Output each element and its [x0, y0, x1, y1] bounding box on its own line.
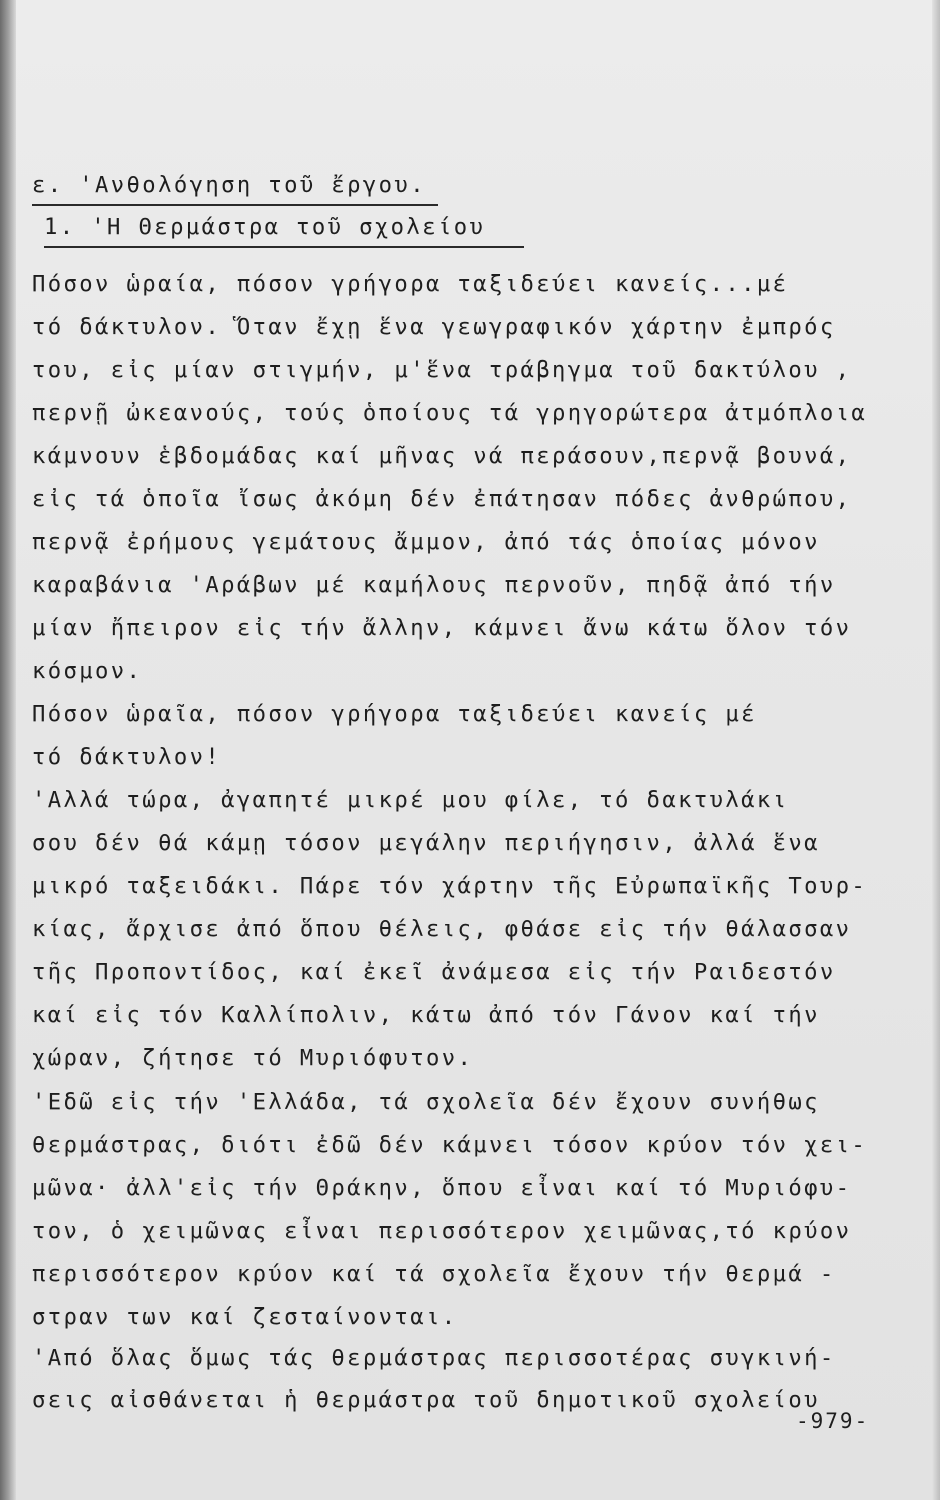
subsection-heading: 1. 'Η Θερμάστρα τοῦ σχολείου: [44, 210, 524, 248]
text-line: 'Εδῶ εἰς τήν 'Ελλάδα, τά σχολεῖα δέν ἔχουν συνήθως: [32, 1089, 820, 1115]
text-line: στραν των καί ζεσταίνονται.: [32, 1304, 458, 1330]
text-line: κάμνουν ἑβδομάδας καί μῆνας νά περάσουν,περνᾷ βουνά,: [32, 443, 852, 469]
page-binding-edge: [0, 0, 16, 1500]
section-heading: ε. 'Ανθολόγηση τοῦ ἔργου.: [32, 168, 438, 206]
text-line: μικρό ταξειδάκι. Πάρε τόν χάρτην τῆς Εὐρωπαϊκῆς Τουρ-: [32, 873, 868, 899]
text-line: του, εἰς μίαν στιγμήν, μ'ἕνα τράβηγμα τοῦ δακτύλου ,: [32, 357, 852, 383]
text-line: εἰς τά ὁποῖα ἴσως ἀκόμη δέν ἐπάτησαν πόδες ἀνθρώπου,: [32, 486, 852, 512]
text-line: καί εἰς τόν Καλλίπολιν, κάτω ἀπό τόν Γάνον καί τήν: [32, 1002, 820, 1028]
text-line: κόσμον.: [32, 658, 143, 684]
text-line: καραβάνια 'Αράβων μέ καμήλους περνοῦν, πηδᾷ ἀπό τήν: [32, 572, 836, 598]
text-line: μίαν ἤπειρον εἰς τήν ἄλλην, κάμνει ἄνω κάτω ὅλον τόν: [32, 615, 852, 641]
text-line: τον, ὁ χειμῶνας εἶναι περισσότερον χειμῶνας,τό κρύον: [32, 1218, 852, 1244]
text-line: κίας, ἄρχισε ἀπό ὅπου θέλεις, φθάσε εἰς τήν θάλασσαν: [32, 916, 852, 942]
page-number: -979-: [796, 1409, 870, 1433]
text-line: περνᾷ ἐρήμους γεμάτους ἄμμον, ἀπό τάς ὁποίας μόνον: [32, 529, 820, 555]
text-line: περισσότερον κρύον καί τά σχολεῖα ἔχουν τήν θερμά -: [32, 1261, 836, 1287]
page-right-edge: [932, 0, 940, 1500]
text-line: σεις αἰσθάνεται ἡ θερμάστρα τοῦ δημοτικοῦ σχολείου: [32, 1387, 820, 1413]
text-line: χώραν, ζήτησε τό Μυριόφυτον.: [32, 1045, 474, 1071]
text-line: 'Από ὅλας ὅμως τάς θερμάστρας περισσοτέρας συγκινή-: [32, 1345, 836, 1371]
text-line: Πόσον ὡραῖα, πόσον γρήγορα ταξιδεύει κανείς μέ: [32, 701, 757, 727]
text-line: μῶνα· ἀλλ'εἰς τήν Θράκην, ὅπου εἶναι καί τό Μυριόφυ-: [32, 1175, 852, 1201]
text-line: Πόσον ὡραία, πόσον γρήγορα ταξιδεύει κανείς...μέ: [32, 271, 789, 297]
text-line: περνῇ ὠκεανούς, τούς ὁποίους τά γρηγορώτερα ἀτμόπλοια: [32, 400, 868, 426]
text-line: τό δάκτυλον!: [32, 744, 222, 770]
text-line: 'Αλλά τώρα, ἀγαπητέ μικρέ μου φίλε, τό δακτυλάκι: [32, 787, 789, 813]
text-line: τό δάκτυλον. Ὅταν ἔχῃ ἕνα γεωγραφικόν χάρτην ἐμπρός: [32, 314, 836, 340]
text-line: τῆς Προποντίδος, καί ἐκεῖ ἀνάμεσα εἰς τήν Ραιδεστόν: [32, 959, 836, 985]
text-line: σου δέν θά κάμῃ τόσον μεγάλην περιήγησιν, ἀλλά ἕνα: [32, 830, 820, 856]
text-line: θερμάστρας, διότι ἐδῶ δέν κάμνει τόσον κρύον τόν χει-: [32, 1132, 868, 1158]
